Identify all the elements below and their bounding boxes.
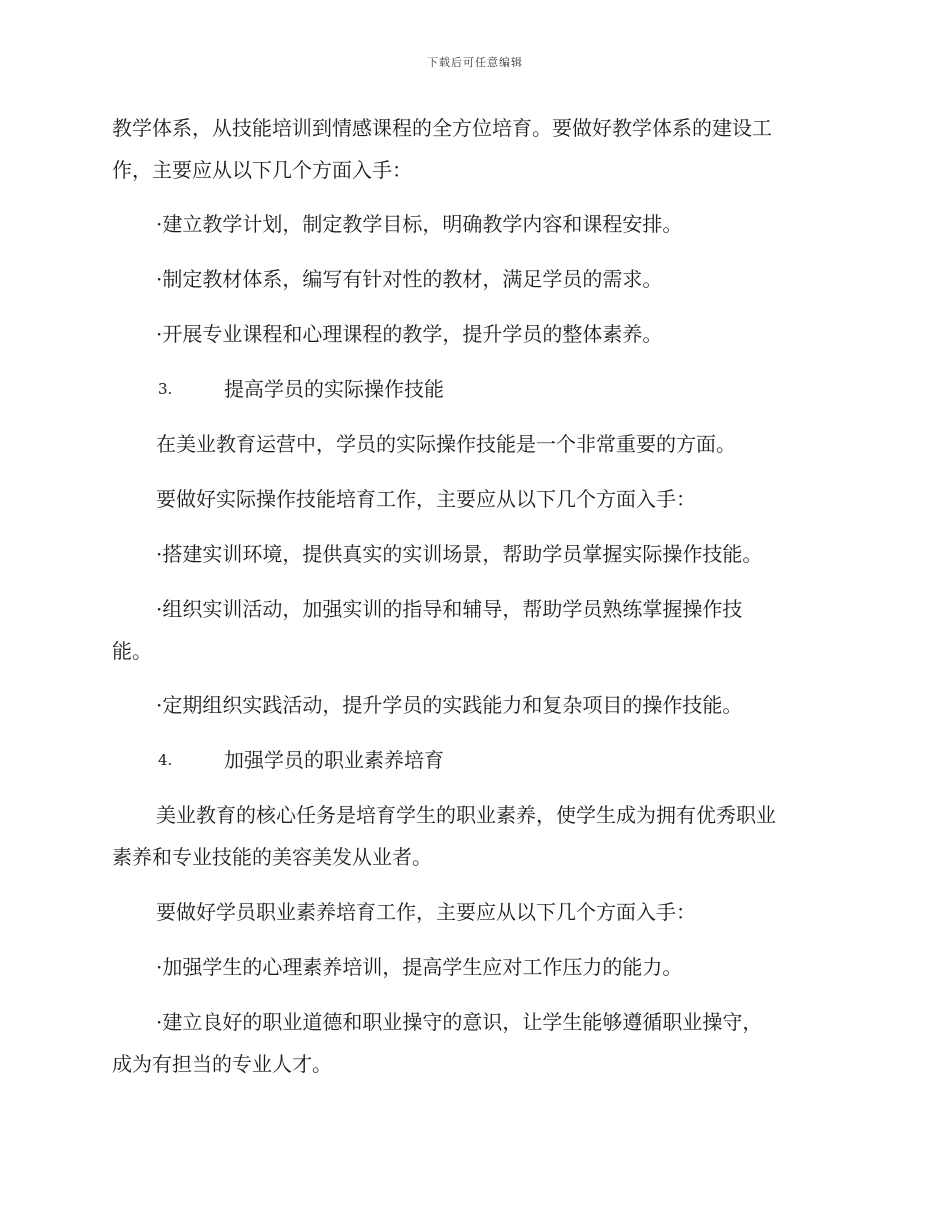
section-4-bullet-1: ·加强学生的心理素养培训，提高学生应对工作压力的能力。 — [156, 955, 683, 979]
section-4-bullet-2-line-1: ·建立良好的职业道德和职业操守的意识，让学生能够遵循职业操守， — [156, 1010, 763, 1034]
section-3-paragraph-1: 在美业教育运营中，学员的实际操作技能是一个非常重要的方面。 — [156, 432, 736, 456]
section-3-number: 3. — [158, 380, 173, 398]
section-4-paragraph-1-line-1: 美业教育的核心任务是培育学生的职业素养，使学生成为拥有优秀职业 — [156, 803, 776, 827]
section-4-title: 加强学员的职业素养培育 — [224, 748, 444, 772]
intro-line-2: 作，主要应从以下几个方面入手： — [112, 158, 412, 182]
section-4-paragraph-2: 要做好学员职业素养培育工作，主要应从以下几个方面入手： — [156, 900, 696, 924]
section-3-bullet-2-line-1: ·组织实训活动，加强实训的指导和辅导，帮助学员熟练掌握操作技 — [156, 597, 743, 621]
section-4-bullet-2-line-2: 成为有担当的专业人才。 — [112, 1052, 332, 1076]
section-3-bullet-2-line-2: 能。 — [112, 639, 152, 663]
bullet-teaching-plan: ·建立教学计划，制定教学目标，明确教学内容和课程安排。 — [156, 212, 683, 236]
bullet-course-teaching: ·开展专业课程和心理课程的教学，提升学员的整体素养。 — [156, 322, 663, 346]
section-3-bullet-3: ·定期组织实践活动，提升学员的实践能力和复杂项目的操作技能。 — [156, 693, 743, 717]
header-note: 下载后可任意编辑 — [427, 56, 523, 69]
section-4-number: 4. — [158, 751, 173, 769]
section-3-paragraph-2: 要做好实际操作技能培育工作，主要应从以下几个方面入手： — [156, 487, 696, 511]
section-3-title: 提高学员的实际操作技能 — [224, 377, 444, 401]
section-4-paragraph-1-line-2: 素养和专业技能的美容美发从业者。 — [112, 845, 432, 869]
bullet-textbook-system: ·制定教材体系，编写有针对性的教材，满足学员的需求。 — [156, 267, 663, 291]
section-3-bullet-1: ·搭建实训环境，提供真实的实训场景，帮助学员掌握实际操作技能。 — [156, 542, 763, 566]
intro-line-1: 教学体系，从技能培训到情感课程的全方位培育。要做好教学体系的建设工 — [112, 116, 772, 140]
